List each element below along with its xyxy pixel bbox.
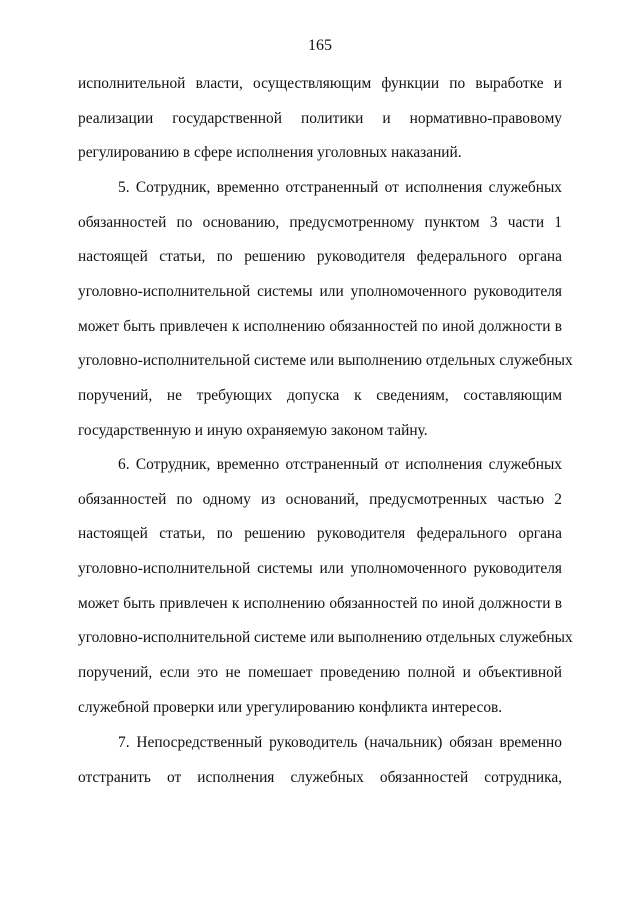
text-line: служебной проверки или урегулированию конфликта интересов. [78, 698, 503, 716]
text-line: настоящей статьи, по решению руководителя федерального органа [78, 525, 562, 543]
text-line: уголовно-исполнительной системе или выполнению отдельных служебных [78, 352, 573, 370]
text-line: может быть привлечен к исполнению обязанностей по иной должности в [78, 594, 562, 612]
page-number: 165 [308, 37, 332, 54]
text-line: государственную и иную охраняемую законом тайну. [78, 421, 428, 439]
text-line: обязанностей по основанию, предусмотренному пунктом 3 части 1 [78, 213, 562, 231]
paragraph-continuation [78, 74, 562, 178]
paragraph-6 [78, 455, 573, 733]
text-line: 7. Непосредственный руководитель (начальник) обязан временно [118, 734, 562, 751]
paragraph-5 [78, 178, 573, 456]
text-line: 6. Сотрудник, временно отстраненный от исполнения служебных [118, 456, 562, 473]
text-line: настоящей статьи, по решению руководителя федерального органа [78, 248, 562, 266]
text-line: отстранить от исполнения служебных обязанностей сотрудника, [78, 768, 562, 786]
text-line: может быть привлечен к исполнению обязанностей по иной должности в [78, 317, 562, 335]
text-line: 5. Сотрудник, временно отстраненный от исполнения служебных [118, 179, 562, 196]
text-line: исполнительной власти, осуществляющим функции по выработке и [78, 75, 562, 92]
text-line: реализации государственной политики и нормативно-правовому [78, 109, 562, 127]
text-line: уголовно-исполнительной системы или уполномоченного руководителя [78, 560, 562, 578]
text-line: регулированию в сфере исполнения уголовных наказаний. [78, 144, 462, 162]
text-line: поручений, если это не помешает проведению полной и объективной [78, 664, 562, 682]
text-line: уголовно-исполнительной системе или выполнению отдельных служебных [78, 629, 573, 647]
text-line: поручений, не требующих допуска к сведениям, составляющим [78, 387, 562, 405]
text-line: уголовно-исполнительной системы или уполномоченного руководителя [78, 283, 562, 301]
paragraph-7 [78, 733, 562, 802]
text-line: обязанностей по одному из оснований, предусмотренных частью 2 [78, 490, 562, 508]
